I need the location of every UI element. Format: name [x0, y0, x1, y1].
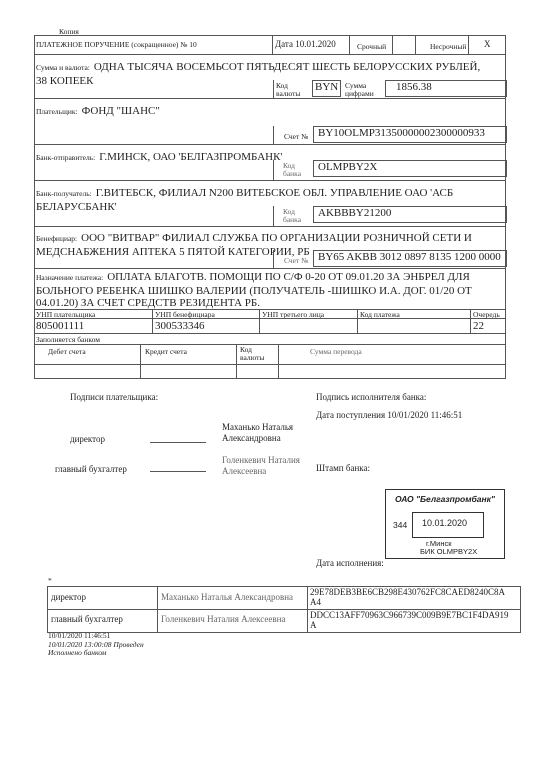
esign-row-role: главный бухгалтер	[51, 614, 123, 624]
document-title: ПЛАТЕЖНОЕ ПОРУЧЕНИЕ (сокращенное) № 10	[36, 40, 197, 49]
unp-beneficiary-label: УНП бенефициара	[155, 310, 215, 319]
purpose-line2: БОЛЬНОГО РЕБЕНКА ШИШКО ВАЛЕРИИ (ПОЛУЧАТЕЛЬ -ШИШКО И.А. ДОГ. 01/20 ОТ	[36, 284, 472, 297]
queue-value: 22	[473, 320, 484, 332]
footer-line3: Исполнено банком	[48, 648, 107, 657]
esign-asterisk: *	[48, 576, 52, 585]
accountant-label: главный бухгалтер	[55, 464, 127, 474]
stamp-date: 10.01.2020	[422, 518, 468, 528]
purpose-line3: 04.01.20) ЗА СЧЕТ СРЕДСТВ РЕЗИДЕНТА РБ.	[36, 297, 260, 309]
payer-signatures-label: Подписи плательщика:	[70, 392, 159, 402]
payer-account: BY10OLMP31350000002300000933	[318, 127, 485, 139]
payer-section	[36, 101, 160, 119]
stamp-bik: БИК OLMPBY2X	[420, 547, 478, 556]
bank-fill-label: Заполняется банком	[36, 335, 100, 344]
purpose-line1: ОПЛАТА БЛАГОТВ. ПОМОЩИ ПО С/Ф 0-20 ОТ 09.01.20 ЗА ЭНБРЕЛ ДЛЯ	[107, 271, 470, 283]
footer	[48, 632, 144, 658]
esign-row-name: Голенкевич Наталия Алексеевна	[161, 614, 286, 624]
payer-account-label: Счет №	[284, 132, 309, 141]
urgent-label: Срочный	[357, 42, 387, 51]
currency-code-label: Код валюты	[276, 81, 301, 98]
receipt-date: Дата поступления 10/01/2020 11:46:51	[316, 410, 463, 420]
beneficiary-label: Бенефициар:	[36, 234, 78, 243]
fill-currency-code-label: Код валюты	[240, 345, 265, 362]
bank-signature-label: Подпись исполнителя банка:	[316, 392, 427, 402]
unp-third-label: УНП третьего лица	[262, 310, 325, 319]
unp-beneficiary: 300533346	[155, 320, 205, 332]
sender-bank-code-label: Код банка	[283, 161, 302, 178]
accountant-sign-line	[150, 471, 206, 472]
footer-line1: 10/01/2020 11:46:51	[48, 631, 111, 640]
esign-row-role: директор	[51, 592, 86, 602]
nonurgent-label: Несрочный	[430, 42, 467, 51]
director-label: директор	[70, 434, 105, 444]
payer-label: Плательщик:	[36, 107, 78, 116]
sender-bank-label: Банк-отправитель:	[36, 153, 96, 162]
payment-code-label: Код платежа	[360, 310, 400, 319]
director-sign-line	[150, 442, 206, 443]
nonurgent-mark: X	[484, 39, 491, 49]
purpose-section	[36, 270, 506, 310]
document-date: Дата 10.01.2020	[275, 39, 336, 49]
queue-label: Очередь	[473, 310, 500, 319]
receiver-bank-code-label: Код банка	[283, 207, 302, 224]
beneficiary-name-line2: МЕДСНАБЖЕНИЯ АПТЕКА 5 ПЯТОЙ КАТЕГОРИИ, РБ	[36, 246, 310, 258]
esign-row-name: Маханько Наталья Александровна	[161, 592, 294, 602]
stamp-label: Штамп банка:	[316, 463, 370, 473]
currency-value: BYN	[315, 81, 339, 93]
table-top-line	[34, 35, 506, 36]
credit-label: Кредит счета	[145, 347, 187, 356]
accountant-name: Голенкевич Наталия Алексеевна	[222, 455, 300, 476]
debit-label: Дебет счета	[48, 347, 86, 356]
amount-words-line2: 38 КОПЕЕК	[36, 75, 94, 87]
copy-label: Копия	[59, 27, 79, 36]
purpose-label: Назначение платежа:	[36, 273, 104, 282]
transfer-sum-label: Сумма перевода	[310, 347, 362, 356]
payer-name: ФОНД "ШАНС"	[81, 105, 160, 117]
exec-date-label: Дата исполнения:	[316, 558, 384, 568]
amount-words-line1: ОДНА ТЫСЯЧА ВОСЕМЬСОТ ПЯТЬДЕСЯТ ШЕСТЬ БЕЛОРУССКИХ РУБЛЕЙ,	[93, 61, 481, 73]
director-name: Маханько Наталья Александровна	[222, 422, 294, 443]
stamp-bank-name: ОАО "Белгазпромбанк"	[395, 494, 495, 504]
sender-bank-name: Г.МИНСК, ОАО 'БЕЛГАЗПРОМБАНК'	[99, 151, 283, 163]
stamp-city: г.Минск	[426, 539, 452, 548]
footer-line2: 10/01/2020 13:00:08 Проведен	[48, 639, 144, 649]
sum-value: 1856.38	[396, 81, 432, 93]
receiver-bank-name-line1: Г.ВИТЕБСК, ФИЛИАЛ N200 ВИТЕБСКОЕ ОБЛ. УПРАВЛЕНИЕ ОАО 'АСБ	[95, 187, 454, 199]
sender-bank-section	[36, 147, 282, 165]
receiver-bank-name-line2: БЕЛАРУСБАНК'	[36, 201, 117, 213]
beneficiary-account: BY65 AKBB 3012 0897 8135 1200 0000	[318, 251, 501, 263]
unp-payer-label: УНП плательщика	[36, 310, 96, 319]
unp-payer: 805001111	[36, 320, 85, 332]
esign-row-hash: DDCC13AFF70963C966739C009B9E7BC1F4DA919 A	[310, 610, 509, 630]
esign-row-hash: 29E78DEB3BE6CB298E430762FC8CAED8240C8A A4	[310, 587, 506, 607]
sender-bank-code: OLMPBY2X	[318, 161, 378, 173]
beneficiary-account-label: Счет №	[284, 256, 309, 265]
receiver-bank-label: Банк-получатель:	[36, 189, 92, 198]
sum-label: Сумма цифрами	[345, 81, 374, 98]
receiver-bank-code: AKBBBY21200	[318, 207, 392, 219]
stamp-number: 344	[393, 520, 408, 530]
beneficiary-name-line1: ООО "ВИТВАР" ФИЛИАЛ СЛУЖБА ПО ОРГАНИЗАЦИИ РОЗНИЧНОЙ СЕТИ И	[81, 232, 472, 244]
amount-label: Сумма и валюта:	[36, 63, 90, 72]
